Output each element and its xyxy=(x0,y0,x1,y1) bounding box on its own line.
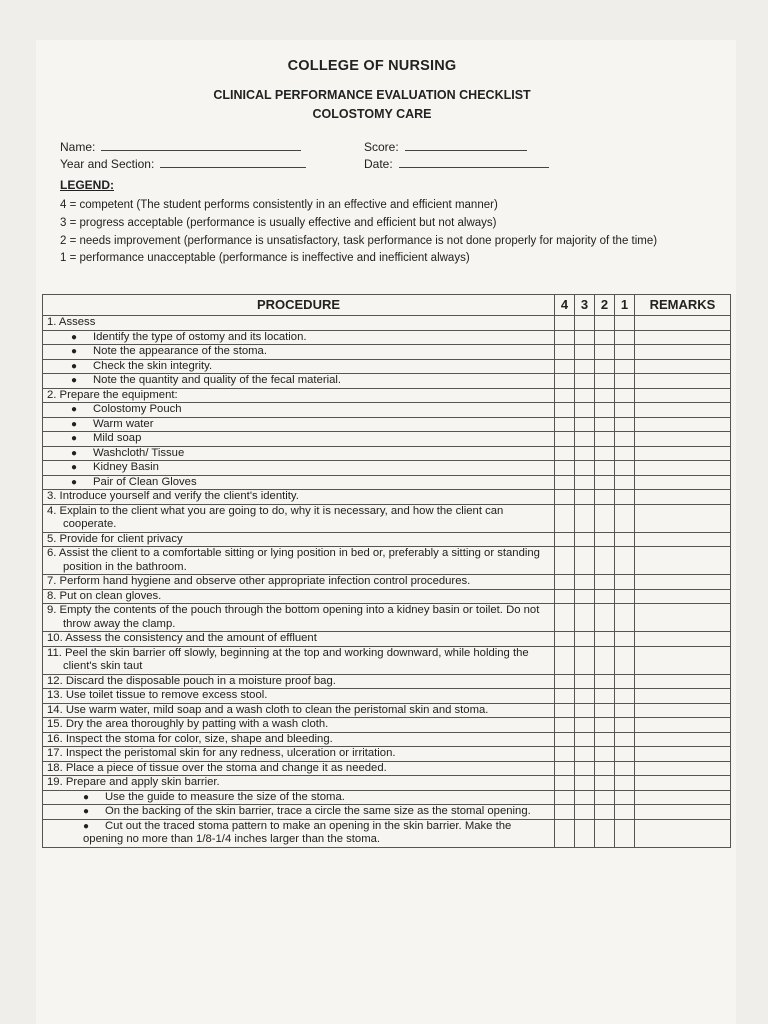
procedure-text: Use the guide to measure the size of the stoma. xyxy=(105,790,345,803)
year-section-label: Year and Section: xyxy=(60,157,155,171)
rating-3-cell[interactable] xyxy=(575,718,595,733)
remarks-cell[interactable] xyxy=(635,790,731,805)
remarks-cell[interactable] xyxy=(635,547,731,575)
remarks-cell[interactable] xyxy=(635,330,731,345)
procedure-text: 6. Assist the client to a comfortable sitting or lying position in bed or, preferably a sitting or standing position in the bathroom. xyxy=(47,547,540,573)
remarks-cell[interactable] xyxy=(635,490,731,505)
procedure-text: 8. Put on clean gloves. xyxy=(47,589,162,602)
rating-1-cell[interactable] xyxy=(615,761,635,776)
procedure-text: Mild soap xyxy=(93,432,142,444)
procedure-text: Pair of Clean Gloves xyxy=(93,475,197,488)
bullet-icon: ● xyxy=(71,418,78,430)
rating-3-cell[interactable] xyxy=(575,417,595,432)
procedure-text: 13. Use toilet tissue to remove excess stool. xyxy=(47,689,268,701)
bullet-icon: ● xyxy=(71,447,78,459)
document-subtitle: COLOSTOMY CARE xyxy=(312,107,432,121)
procedure-text: 17. Inspect the peristomal skin for any redness, ulceration or irritation. xyxy=(47,747,396,759)
rating-2-cell[interactable] xyxy=(595,718,615,733)
rating-2-cell[interactable] xyxy=(595,446,615,461)
bullet-icon: ● xyxy=(71,476,78,488)
rating-4-cell[interactable] xyxy=(555,718,575,733)
procedure-text: 16. Inspect the stoma for color, size, shape and bleeding. xyxy=(47,732,333,745)
procedure-cell xyxy=(43,359,555,374)
rating-3-cell[interactable] xyxy=(575,374,595,389)
rating-3-cell[interactable] xyxy=(575,504,595,532)
legend-title: LEGEND: xyxy=(60,178,114,192)
rating-2-cell[interactable] xyxy=(595,316,615,331)
bullet-icon: ● xyxy=(83,806,90,817)
table-row xyxy=(43,790,731,805)
procedure-cell xyxy=(43,461,555,476)
rating-1-cell[interactable] xyxy=(615,490,635,505)
procedure-text: Colostomy Pouch xyxy=(93,403,182,415)
rating-1-cell[interactable] xyxy=(615,632,635,647)
table-row xyxy=(43,374,731,389)
rating-2-cell[interactable] xyxy=(595,632,615,647)
rating-2-cell[interactable] xyxy=(595,461,615,476)
rating-3-cell[interactable] xyxy=(575,589,595,604)
rating-1-cell[interactable] xyxy=(615,374,635,389)
table-row xyxy=(43,446,731,461)
procedure-cell xyxy=(43,475,555,490)
table-row xyxy=(43,589,731,604)
procedure-text: On the backing of the skin barrier, trace a circle the same size as the stomal opening. xyxy=(105,805,531,817)
procedure-text: 14. Use warm water, mild soap and a wash cloth to clean the peristomal skin and stoma. xyxy=(47,703,489,716)
rating-2-cell[interactable] xyxy=(595,747,615,762)
rating-1-cell[interactable] xyxy=(615,547,635,575)
remarks-cell[interactable] xyxy=(635,805,731,820)
name-field[interactable] xyxy=(60,140,301,154)
table-row xyxy=(43,490,731,505)
rating-4-cell[interactable] xyxy=(555,475,575,490)
procedure-text: 3. Introduce yourself and verify the client's identity. xyxy=(47,490,299,502)
procedure-cell xyxy=(43,776,555,791)
procedure-cell xyxy=(43,532,555,547)
rating-3-cell[interactable] xyxy=(575,446,595,461)
rating-3-cell[interactable] xyxy=(575,819,595,847)
rating-2-cell[interactable] xyxy=(595,805,615,820)
rating-3-cell[interactable] xyxy=(575,575,595,590)
procedure-rows xyxy=(43,316,731,848)
rating-1-cell[interactable] xyxy=(615,403,635,418)
rating-4-cell[interactable] xyxy=(555,316,575,331)
procedure-cell xyxy=(43,718,555,733)
rating-4-cell[interactable] xyxy=(555,432,575,447)
remarks-cell[interactable] xyxy=(635,374,731,389)
rating-4-cell[interactable] xyxy=(555,388,575,403)
procedure-text: 15. Dry the area thoroughly by patting with a wash cloth. xyxy=(47,718,329,730)
rating-4-cell[interactable] xyxy=(555,461,575,476)
table-row xyxy=(43,432,731,447)
procedure-cell xyxy=(43,490,555,505)
procedure-cell xyxy=(43,646,555,674)
rating-4-cell[interactable] xyxy=(555,345,575,360)
rating-4-cell[interactable] xyxy=(555,776,575,791)
table-row xyxy=(43,732,731,747)
rating-3-header: 3 xyxy=(575,295,595,316)
rating-4-cell[interactable] xyxy=(555,632,575,647)
rating-3-cell[interactable] xyxy=(575,747,595,762)
remarks-cell[interactable] xyxy=(635,432,731,447)
legend-item-3: 3 = progress acceptable (performance is usually effective and efficient but not always) xyxy=(60,217,497,229)
procedure-cell xyxy=(43,403,555,418)
rating-2-cell[interactable] xyxy=(595,532,615,547)
year-section-blank[interactable] xyxy=(160,157,306,168)
rating-3-cell[interactable] xyxy=(575,674,595,689)
table-row xyxy=(43,417,731,432)
remarks-cell[interactable] xyxy=(635,316,731,331)
rating-2-cell[interactable] xyxy=(595,646,615,674)
procedure-text: Cut out the traced stoma pattern to make an opening in the skin barrier. Make the opening no more than 1/8-1/4 inches larger than the stoma. xyxy=(83,819,512,845)
rating-2-cell[interactable] xyxy=(595,790,615,805)
table-row xyxy=(43,776,731,791)
procedure-cell xyxy=(43,446,555,461)
rating-4-cell[interactable] xyxy=(555,674,575,689)
table-row xyxy=(43,532,731,547)
remarks-cell[interactable] xyxy=(635,718,731,733)
bullet-icon: ● xyxy=(83,791,90,803)
procedure-cell xyxy=(43,703,555,718)
rating-1-cell[interactable] xyxy=(615,604,635,632)
procedure-text: Identify the type of ostomy and its location. xyxy=(93,330,307,343)
rating-3-cell[interactable] xyxy=(575,461,595,476)
procedure-text: Check the skin integrity. xyxy=(93,359,213,372)
bullet-icon: ● xyxy=(83,820,90,832)
bullet-icon: ● xyxy=(71,360,78,372)
rating-3-cell[interactable] xyxy=(575,732,595,747)
checklist-sheet xyxy=(36,40,736,1024)
bullet-icon: ● xyxy=(71,433,78,444)
rating-3-cell[interactable] xyxy=(575,403,595,418)
rating-4-cell[interactable] xyxy=(555,747,575,762)
rating-3-cell[interactable] xyxy=(575,776,595,791)
rating-4-cell[interactable] xyxy=(555,819,575,847)
rating-1-cell[interactable] xyxy=(615,703,635,718)
table-row xyxy=(43,703,731,718)
rating-3-cell[interactable] xyxy=(575,805,595,820)
rating-2-cell[interactable] xyxy=(595,388,615,403)
procedure-text: Warm water xyxy=(93,417,154,430)
bullet-icon: ● xyxy=(71,346,78,357)
rating-3-cell[interactable] xyxy=(575,604,595,632)
procedure-text: Note the appearance of the stoma. xyxy=(93,345,267,357)
procedure-cell xyxy=(43,547,555,575)
score-label: Score: xyxy=(364,140,399,154)
rating-3-cell[interactable] xyxy=(575,761,595,776)
procedure-cell xyxy=(43,747,555,762)
procedure-text: 18. Place a piece of tissue over the stoma and change it as needed. xyxy=(47,761,387,774)
table-row xyxy=(43,646,731,674)
procedure-text: 10. Assess the consistency and the amount of effluent xyxy=(47,632,317,644)
remarks-cell[interactable] xyxy=(635,646,731,674)
rating-4-cell[interactable] xyxy=(555,790,575,805)
rating-2-cell[interactable] xyxy=(595,403,615,418)
rating-1-cell[interactable] xyxy=(615,732,635,747)
remarks-cell[interactable] xyxy=(635,776,731,791)
rating-1-cell[interactable] xyxy=(615,316,635,331)
remarks-cell[interactable] xyxy=(635,446,731,461)
procedure-cell xyxy=(43,790,555,805)
name-label: Name: xyxy=(60,140,96,154)
procedure-checklist-table xyxy=(42,294,731,848)
rating-2-cell[interactable] xyxy=(595,819,615,847)
legend-item-2: 2 = needs improvement (performance is unsatisfactory, task performance is not done properly for majority of the time) xyxy=(60,235,658,247)
rating-4-header: 4 xyxy=(555,295,575,316)
table-row xyxy=(43,805,731,820)
rating-3-cell[interactable] xyxy=(575,359,595,374)
rating-1-cell[interactable] xyxy=(615,330,635,345)
procedure-cell xyxy=(43,345,555,360)
table-row xyxy=(43,674,731,689)
rating-3-cell[interactable] xyxy=(575,345,595,360)
rating-2-cell[interactable] xyxy=(595,604,615,632)
rating-2-cell[interactable] xyxy=(595,345,615,360)
procedure-text: 12. Discard the disposable pouch in a moisture proof bag. xyxy=(47,674,336,687)
rating-4-cell[interactable] xyxy=(555,359,575,374)
date-blank[interactable] xyxy=(399,157,549,168)
year-section-field[interactable] xyxy=(60,157,306,171)
remarks-cell[interactable] xyxy=(635,703,731,718)
rating-4-cell[interactable] xyxy=(555,805,575,820)
bullet-icon: ● xyxy=(71,462,78,473)
rating-3-cell[interactable] xyxy=(575,547,595,575)
procedure-text: 19. Prepare and apply skin barrier. xyxy=(47,776,220,788)
procedure-cell xyxy=(43,575,555,590)
procedure-cell xyxy=(43,632,555,647)
remarks-cell[interactable] xyxy=(635,475,731,490)
rating-4-cell[interactable] xyxy=(555,532,575,547)
rating-1-cell[interactable] xyxy=(615,589,635,604)
rating-2-cell[interactable] xyxy=(595,330,615,345)
rating-1-cell[interactable] xyxy=(615,388,635,403)
rating-1-cell[interactable] xyxy=(615,646,635,674)
rating-1-cell[interactable] xyxy=(615,461,635,476)
legend-item-4: 4 = competent (The student performs consistently in an effective and efficient manner) xyxy=(60,199,498,211)
rating-4-cell[interactable] xyxy=(555,761,575,776)
table-row xyxy=(43,747,731,762)
rating-4-cell[interactable] xyxy=(555,689,575,704)
procedure-cell xyxy=(43,604,555,632)
table-row xyxy=(43,388,731,403)
table-row xyxy=(43,475,731,490)
rating-2-cell[interactable] xyxy=(595,575,615,590)
rating-1-cell[interactable] xyxy=(615,432,635,447)
remarks-cell[interactable] xyxy=(635,747,731,762)
procedure-cell xyxy=(43,761,555,776)
procedure-cell xyxy=(43,330,555,345)
rating-4-cell[interactable] xyxy=(555,446,575,461)
rating-1-cell[interactable] xyxy=(615,417,635,432)
rating-1-cell[interactable] xyxy=(615,674,635,689)
rating-1-cell[interactable] xyxy=(615,575,635,590)
remarks-cell[interactable] xyxy=(635,575,731,590)
rating-2-cell[interactable] xyxy=(595,475,615,490)
rating-4-cell[interactable] xyxy=(555,732,575,747)
table-row xyxy=(43,330,731,345)
rating-2-cell[interactable] xyxy=(595,359,615,374)
procedure-cell xyxy=(43,589,555,604)
table-row xyxy=(43,461,731,476)
table-row xyxy=(43,359,731,374)
rating-1-cell[interactable] xyxy=(615,345,635,360)
rating-1-cell[interactable] xyxy=(615,504,635,532)
score-field[interactable] xyxy=(364,140,527,154)
rating-1-header: 1 xyxy=(615,295,635,316)
procedure-text: Note the quantity and quality of the fecal material. xyxy=(93,374,342,386)
procedure-text: 7. Perform hand hygiene and observe other appropriate infection control procedures. xyxy=(47,575,471,587)
remarks-cell[interactable] xyxy=(635,417,731,432)
procedure-cell xyxy=(43,417,555,432)
rating-2-header: 2 xyxy=(595,295,615,316)
table-row xyxy=(43,403,731,418)
rating-2-cell[interactable] xyxy=(595,732,615,747)
remarks-cell[interactable] xyxy=(635,359,731,374)
rating-2-cell[interactable] xyxy=(595,432,615,447)
college-title: COLLEGE OF NURSING xyxy=(287,58,457,74)
procedure-text: 1. Assess xyxy=(47,316,96,328)
procedure-text: 5. Provide for client privacy xyxy=(47,532,183,545)
procedure-cell xyxy=(43,805,555,820)
rating-1-cell[interactable] xyxy=(615,689,635,704)
table-row xyxy=(43,316,731,331)
procedure-text: 4. Explain to the client what you are going to do, why it is necessary, and how the client can cooperate. xyxy=(47,504,504,530)
bullet-icon: ● xyxy=(71,331,78,343)
remarks-cell[interactable] xyxy=(635,388,731,403)
rating-3-cell[interactable] xyxy=(575,330,595,345)
rating-3-cell[interactable] xyxy=(575,632,595,647)
rating-1-cell[interactable] xyxy=(615,819,635,847)
rating-1-cell[interactable] xyxy=(615,805,635,820)
procedure-text: Kidney Basin xyxy=(93,461,159,473)
rating-3-cell[interactable] xyxy=(575,475,595,490)
procedure-cell xyxy=(43,504,555,532)
table-row xyxy=(43,604,731,632)
procedure-text: 9. Empty the contents of the pouch through the bottom opening into a kidney basin or toilet. Do not throw away the clamp. xyxy=(47,604,540,630)
table-row xyxy=(43,689,731,704)
procedure-cell xyxy=(43,388,555,403)
rating-4-cell[interactable] xyxy=(555,403,575,418)
remarks-cell[interactable] xyxy=(635,345,731,360)
rating-3-cell[interactable] xyxy=(575,432,595,447)
table-row xyxy=(43,718,731,733)
rating-4-cell[interactable] xyxy=(555,374,575,389)
procedure-cell xyxy=(43,689,555,704)
rating-3-cell[interactable] xyxy=(575,703,595,718)
remarks-cell[interactable] xyxy=(635,403,731,418)
rating-2-cell[interactable] xyxy=(595,703,615,718)
bullet-icon: ● xyxy=(71,404,78,415)
procedure-cell xyxy=(43,374,555,389)
procedure-header: PROCEDURE xyxy=(43,295,555,316)
rating-1-cell[interactable] xyxy=(615,475,635,490)
name-blank[interactable] xyxy=(101,140,301,151)
remarks-cell[interactable] xyxy=(635,732,731,747)
rating-2-cell[interactable] xyxy=(595,417,615,432)
rating-1-cell[interactable] xyxy=(615,532,635,547)
table-row xyxy=(43,504,731,532)
table-row xyxy=(43,547,731,575)
rating-3-cell[interactable] xyxy=(575,532,595,547)
rating-4-cell[interactable] xyxy=(555,575,575,590)
rating-1-cell[interactable] xyxy=(615,790,635,805)
rating-3-cell[interactable] xyxy=(575,646,595,674)
rating-1-cell[interactable] xyxy=(615,718,635,733)
remarks-cell[interactable] xyxy=(635,604,731,632)
table-row xyxy=(43,632,731,647)
procedure-cell xyxy=(43,316,555,331)
procedure-cell xyxy=(43,732,555,747)
rating-2-cell[interactable] xyxy=(595,689,615,704)
rating-4-cell[interactable] xyxy=(555,703,575,718)
bullet-icon: ● xyxy=(71,375,78,386)
procedure-text: 2. Prepare the equipment: xyxy=(47,388,178,401)
table-row xyxy=(43,345,731,360)
procedure-text: Washcloth/ Tissue xyxy=(93,446,185,459)
rating-2-cell[interactable] xyxy=(595,589,615,604)
score-blank[interactable] xyxy=(405,140,527,151)
rating-2-cell[interactable] xyxy=(595,504,615,532)
rating-4-cell[interactable] xyxy=(555,417,575,432)
rating-1-cell[interactable] xyxy=(615,446,635,461)
rating-1-cell[interactable] xyxy=(615,776,635,791)
rating-2-cell[interactable] xyxy=(595,490,615,505)
table-row xyxy=(43,575,731,590)
rating-2-cell[interactable] xyxy=(595,776,615,791)
procedure-cell xyxy=(43,674,555,689)
remarks-header: REMARKS xyxy=(635,295,731,316)
remarks-cell[interactable] xyxy=(635,819,731,847)
legend-item-1: 1 = performance unacceptable (performance is ineffective and inefficient always) xyxy=(60,252,470,264)
table-row xyxy=(43,761,731,776)
remarks-cell[interactable] xyxy=(635,589,731,604)
rating-1-cell[interactable] xyxy=(615,359,635,374)
rating-1-cell[interactable] xyxy=(615,747,635,762)
remarks-cell[interactable] xyxy=(635,761,731,776)
remarks-cell[interactable] xyxy=(635,504,731,532)
rating-4-cell[interactable] xyxy=(555,490,575,505)
rating-2-cell[interactable] xyxy=(595,374,615,389)
remarks-cell[interactable] xyxy=(635,674,731,689)
table-header-row xyxy=(43,295,731,316)
procedure-cell xyxy=(43,819,555,847)
remarks-cell[interactable] xyxy=(635,632,731,647)
remarks-cell[interactable] xyxy=(635,532,731,547)
rating-4-cell[interactable] xyxy=(555,646,575,674)
rating-4-cell[interactable] xyxy=(555,547,575,575)
rating-4-cell[interactable] xyxy=(555,589,575,604)
rating-2-cell[interactable] xyxy=(595,674,615,689)
procedure-cell xyxy=(43,432,555,447)
rating-2-cell[interactable] xyxy=(595,547,615,575)
rating-3-cell[interactable] xyxy=(575,689,595,704)
rating-4-cell[interactable] xyxy=(555,504,575,532)
rating-3-cell[interactable] xyxy=(575,388,595,403)
rating-4-cell[interactable] xyxy=(555,604,575,632)
rating-4-cell[interactable] xyxy=(555,330,575,345)
rating-3-cell[interactable] xyxy=(575,316,595,331)
remarks-cell[interactable] xyxy=(635,689,731,704)
rating-2-cell[interactable] xyxy=(595,761,615,776)
procedure-text: 11. Peel the skin barrier off slowly, beginning at the top and working downward, while holding the client's skin taut xyxy=(47,646,529,672)
document-title: CLINICAL PERFORMANCE EVALUATION CHECKLIST xyxy=(213,88,531,102)
rating-3-cell[interactable] xyxy=(575,790,595,805)
remarks-cell[interactable] xyxy=(635,461,731,476)
date-label: Date: xyxy=(364,157,393,171)
date-field[interactable] xyxy=(364,157,549,171)
rating-3-cell[interactable] xyxy=(575,490,595,505)
table-row xyxy=(43,819,731,847)
